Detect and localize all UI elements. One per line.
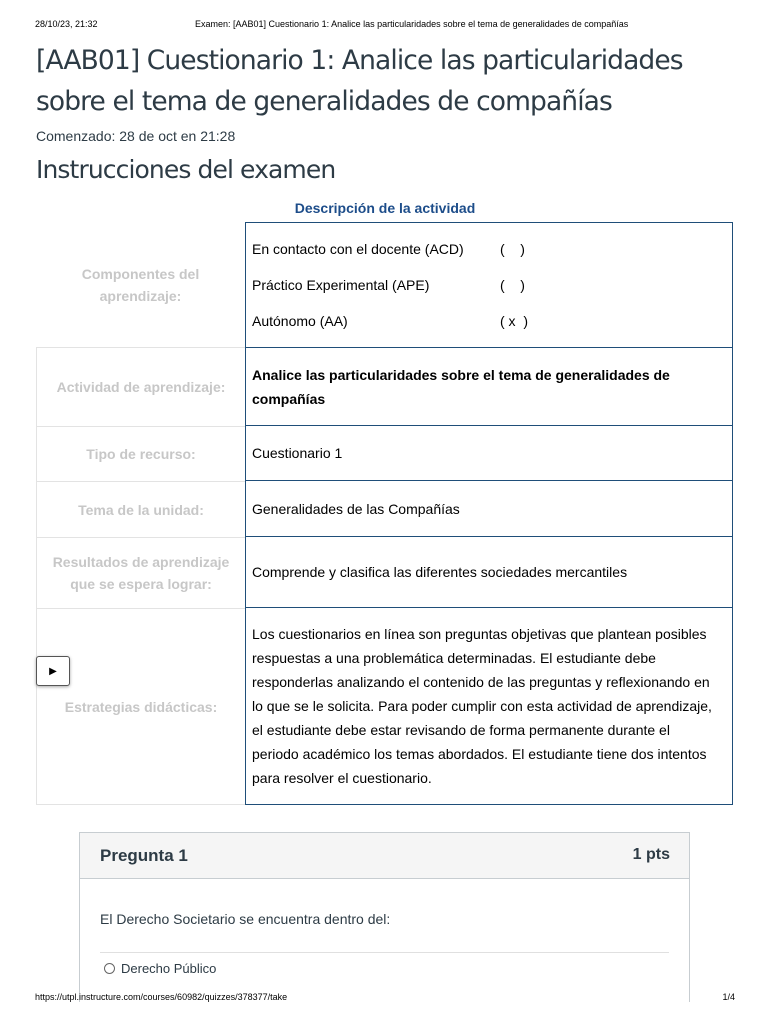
unit-label (36, 481, 245, 537)
component-aa (252, 303, 718, 339)
activity-label-text: Actividad de aprendizaje: (56, 379, 226, 395)
components-label-text: Componentes del aprendizaje: (81, 265, 200, 304)
activity-value: Analice las particularidades sobre el tema de generalidades de compañías (252, 366, 670, 407)
resource-label-text: Tipo de recurso: (86, 446, 196, 462)
results-label-text: Resultados de aprendizaje que se espera lograr: (52, 554, 230, 592)
results-value: Comprende y clasifica las diferentes sociedades mercantiles (252, 564, 628, 580)
strategies-cell (245, 608, 733, 805)
resource-value: Cuestionario 1 (252, 445, 343, 461)
play-icon: ▶ (49, 665, 57, 677)
component-ape (252, 267, 718, 303)
started-timestamp: Comenzado: 28 de oct en 21:28 (36, 128, 236, 144)
print-datetime: 28/10/23, 21:32 (35, 19, 98, 29)
activity-cell (245, 348, 733, 426)
unit-label-text: Tema de la unidad: (78, 501, 204, 518)
results-cell (245, 537, 733, 608)
component-acd (252, 231, 718, 267)
question-text: El Derecho Societario se encuentra dentro del: (100, 911, 391, 927)
answer-option[interactable] (104, 961, 216, 976)
resource-label (36, 426, 245, 481)
strategies-label (36, 608, 245, 805)
unit-cell (245, 481, 733, 537)
components-cell (245, 222, 733, 348)
answer-option-label: Derecho Público (121, 961, 217, 976)
print-page-number: 1/4 (722, 992, 735, 1002)
strategies-label-text: Estrategias didácticas: (64, 698, 218, 715)
component-acd-label: En contacto con el docente (ACD) (252, 241, 464, 257)
resource-cell (245, 426, 733, 481)
play-button[interactable] (36, 656, 70, 686)
print-url: https://utpl.instructure.com/courses/60982/quizzes/378377/take (35, 992, 288, 1002)
question-divider (100, 952, 669, 953)
component-ape-label: Práctico Experimental (APE) (252, 277, 430, 293)
print-header (0, 0, 768, 40)
component-ape-mark: ( ) (500, 277, 525, 293)
quiz-title: [AAB01] Cuestionario 1: Analice las particularidades sobre el tema de generalidades de compañías (36, 45, 683, 117)
components-label (36, 222, 245, 347)
instructions-heading: Instrucciones del examen (36, 155, 336, 184)
component-acd-mark: ( ) (500, 241, 525, 257)
question-header (80, 833, 689, 879)
activity-description-header: Descripción de la actividad (294, 200, 476, 216)
print-document-title: Examen: [AAB01] Cuestionario 1: Analice las particularidades sobre el tema de generalidades de compañías (195, 19, 629, 29)
radio-button[interactable] (104, 963, 115, 974)
question-title: Pregunta 1 (100, 846, 188, 865)
component-aa-mark: ( x ) (500, 313, 528, 329)
component-aa-label: Autónomo (AA) (252, 313, 348, 329)
question-card (79, 832, 690, 1002)
question-points: 1 pts (632, 846, 670, 863)
strategies-value: Los cuestionarios en línea son preguntas objetivas que plantean posibles respuestas a una problemática determinadas. El estudiante debe responderlas analizando el contenido de las preguntas y reflexionando en lo que se le solicita. Para poder cumplir con esta actividad de aprendizaje, el estudiante debe estar revisando de forma permanente durante el periodo académico los temas abordados. El estudiante tiene dos intentos para resolver el cuestionario. (252, 626, 712, 786)
unit-value: Generalidades de las Compañías (252, 500, 460, 517)
activity-label (36, 347, 245, 426)
results-label (36, 537, 245, 608)
